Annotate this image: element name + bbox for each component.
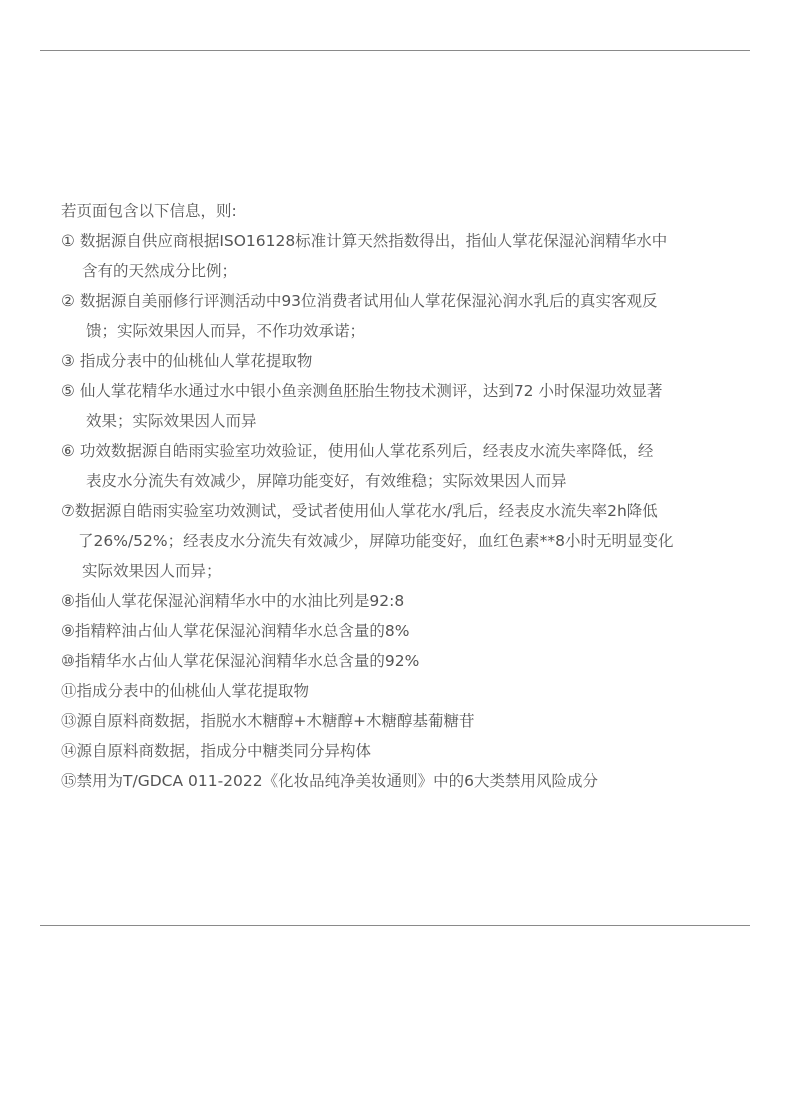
footnote-line: ③ 指成分表中的仙桃仙人掌花提取物 xyxy=(61,352,313,370)
footnote-3 xyxy=(61,346,751,376)
footnote-1 xyxy=(61,226,751,286)
footnote-line: ⑥ 功效数据源自皓雨实验室功效验证，使用仙人掌花系列后，经表皮水流失率降低，经 xyxy=(61,442,654,460)
footnote-line: 含有的天然成分比例； xyxy=(82,262,238,280)
footnote-line: ⑮禁用为T/GDCA 011-2022《化妆品纯净美妆通则》中的6大类禁用风险成分 xyxy=(61,772,598,790)
footnote-line: 馈；实际效果因人而异，不作功效承诺； xyxy=(86,322,366,340)
footnote-line: ⑨指精粹油占仙人掌花保湿沁润精华水总含量的8% xyxy=(61,622,410,640)
footnote-line: 表皮水分流失有效减少，屏障功能变好，有效维稳；实际效果因人而异 xyxy=(86,472,567,490)
footnote-11 xyxy=(61,676,751,706)
footnote-8 xyxy=(61,586,751,616)
footnote-9 xyxy=(61,616,751,646)
bottom-divider xyxy=(40,925,750,926)
footnote-13 xyxy=(61,706,751,736)
footnote-15 xyxy=(61,766,751,796)
footnote-5 xyxy=(61,376,751,436)
footnote-line: ⑧指仙人掌花保湿沁润精华水中的水油比列是92:8 xyxy=(61,592,405,610)
footnote-line: ⑤ 仙人掌花精华水通过水中银小鱼亲测鱼胚胎生物技术测评，达到72 小时保湿功效显著 xyxy=(61,382,663,400)
footnote-10 xyxy=(61,646,751,676)
footnote-line: 效果；实际效果因人而异 xyxy=(86,412,257,430)
footnote-line: 实际效果因人而异； xyxy=(82,562,222,580)
footnote-6 xyxy=(61,436,751,496)
footnote-line: 了26%/52%；经表皮水分流失有效减少，屏障功能变好，血红色素**8小时无明显变化 xyxy=(78,532,674,550)
footnote-line: ⑪指成分表中的仙桃仙人掌花提取物 xyxy=(61,682,310,700)
footnote-line: ⑬源自原料商数据，指脱水木糖醇+木糖醇+木糖醇基葡糖苷 xyxy=(61,712,475,730)
footnotes-intro: 若页面包含以下信息，则: xyxy=(61,202,237,220)
footnotes-block xyxy=(61,196,751,796)
footnote-list xyxy=(61,226,751,796)
footnote-line: ② 数据源自美丽修行评测活动中93位消费者试用仙人掌花保湿沁润水乳后的真实客观反 xyxy=(61,292,658,310)
top-divider xyxy=(40,50,750,51)
footnote-14 xyxy=(61,736,751,766)
footnote-line: ① 数据源自供应商根据ISO16128标准计算天然指数得出，指仙人掌花保湿沁润精华水中 xyxy=(61,232,668,250)
footnote-line: ⑩指精华水占仙人掌花保湿沁润精华水总含量的92% xyxy=(61,652,420,670)
footnote-2 xyxy=(61,286,751,346)
footnote-line: ⑭源自原料商数据，指成分中糖类同分异构体 xyxy=(61,742,372,760)
footnote-line: ⑦数据源自皓雨实验室功效测试，受试者使用仙人掌花水/乳后，经表皮水流失率2h降低 xyxy=(61,502,658,520)
footnote-7 xyxy=(61,496,751,586)
